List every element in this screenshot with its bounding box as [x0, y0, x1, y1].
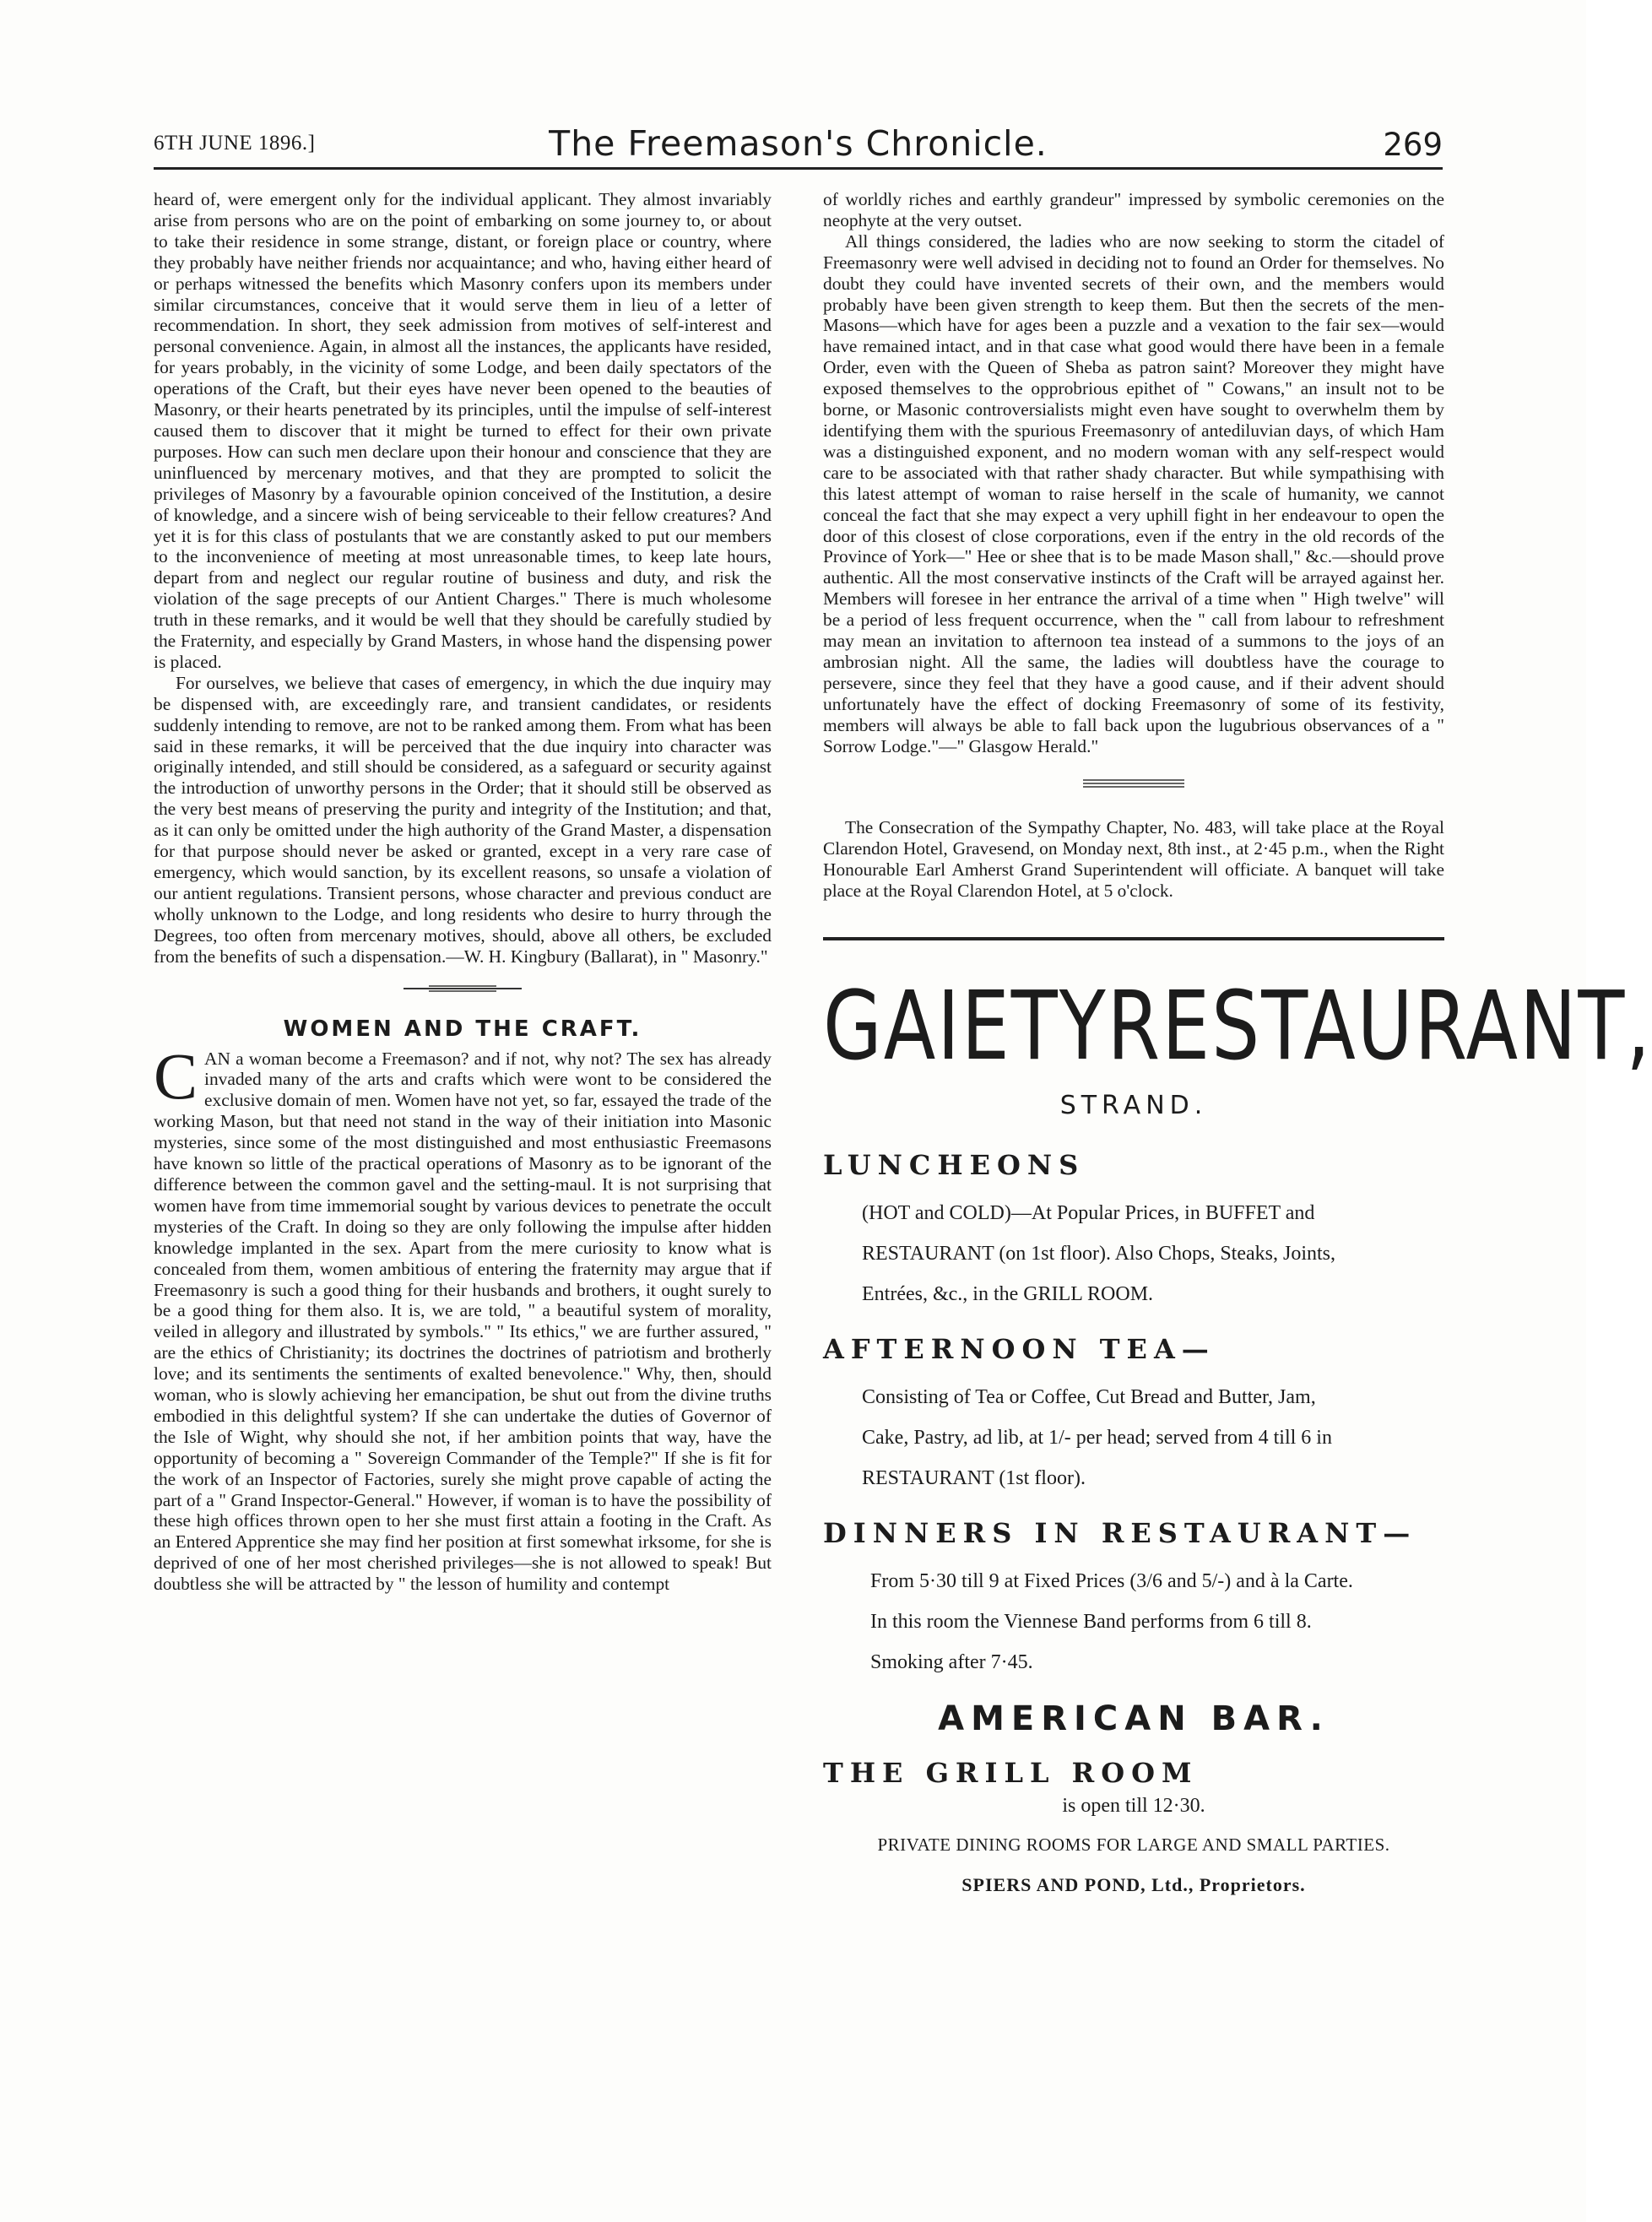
header-rule [154, 167, 1443, 170]
left-column [154, 189, 772, 1595]
article-paragraph: heard of, were emergent only for the individual applicant. They almost invariably arise from persons who are on the point of embarking on some journey to, or about to take their residence in some strange, distant, or foreign place or country, where they probably have neither friends nor acquaintance; and who, having either heard of or perhaps witnessed the benefits which Masonry confers upon its members under similar circumstances, conceive that it would serve them in lieu of a letter of recommendation. In short, they seek admission from motives of self-interest and personal convenience. Again, in almost all the instances, the applicants have resided, for years probably, in the vicinity of some Lodge, and been daily spectators of the operations of the Craft, but their eyes have never been opened to the beauties of Masonry, or their hearts penetrated by its principles, until the impulse of self-interest caused them to discover that it might be turned to effect for their own private purposes. How can such men declare upon their honour and conscience that they are uninfluenced by mercenary motives, and that they are prompted to solicit the privileges of Masonry by a favourable opinion conceived of the Institution, a desire of knowledge, and a sincere wish of being serviceable to their fellow creatures? And yet it is for this class of postulants that we are constantly asked to put our members to the inconvenience of meeting at most unreasonable times, to keep late hours, depart from and neglect our regular routine of business and duty, and risk the violation of the sage precepts of our Antient Charges." There is much wholesome truth in these remarks, and it would be well that they should be carefully studied by the Fraternity, and especially by Grand Masters, in whose hand the dispensing power is placed. [154, 189, 772, 672]
ad-title [823, 971, 1652, 1087]
american-bar: AMERICAN BAR. [938, 1699, 1330, 1739]
ad-line: Entrées, &c., in the GRILL ROOM. [862, 1283, 1154, 1306]
article-paragraph: All things considered, the ladies who are now seeking to storm the citadel of Freemasonry were well advised in deciding not to found an Order for themselves. No doubt they could have invented secrets of their own, and the members would probably have been given strength to keep them. But then the secrets of the men-Masons—which have for ages been a puzzle and a vexation to the fair sex—would have remained intact, and in that case what good would there have been in a female Order, even with the Queen of Sheba as patron saint? Moreover they might have exposed themselves to the opprobrious epithet of " Cowans," an insult not to be borne, or Masonic controversialists might even have sought to overwhelm them by identifying them with the spurious Freemasonry of antediluvian days, of which Ham was a distinguished exponent, and no modern woman with any self-respect would care to be associated with that rather shady character. But while sympathising with this latest attempt of woman to raise herself in the scale of humanity, we cannot conceal the fact that she may expect a very uphill fight in her endeavour to open the door of this closest of close corporations, even if the entry in the old records of the Province of York—" Hee or shee that is to be made Mason shall," &c.—should prove authentic. All the most conservative instincts of the Craft will be arrayed against her. Members will foresee in her entrance the arrival of a time when " High twelve" will be a period of less frequent occurrence, when the " call from labour to refreshment may mean an invitation to afternoon tea instead of a summons to the joys of an ambrosian night. All the same, the ladies will doubtless have the courage to persevere, since they feel that they have a good cause, and if their advent should unfortunately have the effect of docking Freemasonry of some of its festivity, members will always be able to fall back upon the lugubrious observances of a " Sorrow Lodge."—" Glasgow Herald." [823, 230, 1444, 756]
grill-room-hours: is open till 12·30. [1062, 1795, 1205, 1818]
publication-title: The Freemason's Chronicle. [549, 123, 1048, 164]
proprietors: SPIERS AND POND, Ltd., Proprietors. [961, 1874, 1306, 1896]
private-dining-rooms: PRIVATE DINING ROOMS FOR LARGE AND SMALL PARTIES. [877, 1835, 1390, 1856]
ad-line: Consisting of Tea or Coffee, Cut Bread and Butter, Jam, [862, 1386, 1316, 1409]
article-body [154, 1038, 772, 1596]
consecration-notice: The Consecration of the Sympathy Chapter, No. 483, will take place at the Royal Clarendon Hotel, Gravesend, on Monday next, 8th inst., at 2·45 p.m., when the Right Honourable Earl Amherst Grand Superintendent will officiate. A banquet will take place at the Royal Clarendon Hotel, at 5 o'clock. [823, 817, 1444, 902]
luncheons-section [823, 1149, 1444, 1314]
article-continuation: of worldly riches and earthly grandeur" impressed by symbolic ceremonies on the neophyte at the very outset. [823, 189, 1444, 230]
ad-line: RESTAURANT (on 1st floor). Also Chops, Steaks, Joints, [862, 1243, 1335, 1265]
issue-date: 6TH JUNE 1896.] [154, 132, 316, 154]
dinners-lines [823, 1561, 1444, 1683]
right-column [823, 189, 1652, 1896]
luncheons-heading: LUNCHEONS [823, 1149, 1086, 1182]
afternoon-tea-heading: AFTERNOON TEA— [823, 1333, 1216, 1366]
ad-line: Smoking after 7·45. [870, 1651, 1033, 1674]
advertisement-rule [823, 937, 1444, 940]
ad-line: Cake, Pastry, ad lib, at 1/- per head; served from 4 till 6 in [862, 1427, 1332, 1450]
ad-line: RESTAURANT (1st floor). [862, 1467, 1086, 1490]
grill-room-heading: THE GRILL ROOM [823, 1757, 1199, 1790]
section-divider [1083, 778, 1184, 789]
ad-line: From 5·30 till 9 at Fixed Prices (3/6 and 5/-) and à la Carte. [870, 1570, 1353, 1593]
gaiety-restaurant-advertisement [823, 971, 1652, 1896]
afternoon-tea-lines [823, 1377, 1444, 1498]
running-header [154, 123, 1443, 164]
dinners-section [823, 1517, 1444, 1683]
afternoon-tea-section [823, 1333, 1444, 1498]
article-heading: WOMEN AND THE CRAFT. [283, 1016, 642, 1042]
ad-subtitle: STRAND. [1059, 1091, 1208, 1121]
article-body-text: AN a woman become a Freemason? and if not, why not? The sex has already invaded many of the arts and crafts which were wont to be considered the exclusive domain of men. Women have not yet, so far, essayed the trade of the working Mason, but that need not stand in the way of their initiation into Masonic mysteries, since some of the most distinguished and most enthusiastic Freemasons have known so little of the practical operations of Masonry as to be ignorant of the difference between the common gavel and the setting-maul. It is not surprising that women have from time immemorial sought by various devices to penetrate the occult mysteries of the Craft. In doing so they are only following the impulse after hidden knowledge implanted in the sex. Apart from the mere curiosity to know what is concealed from them, women ambitious of entering the fraternity may argue that if Freemasonry is such a good thing for their husbands and brothers, it ought surely to be a good thing for them also. It is, we are told, " a beautiful system of morality, veiled in allegory and illustrated by symbols." " Its ethics," we are further assured, " are the ethics of Christianity; its doctrines the doctrines of patriotism and brotherly love; and its sentiments the sentiments of exalted benevolence." Why, then, should woman, who is slowly achieving her emancipation, be shut out from the divine truths embodied in this delightful system? If she can undertake the duties of Governor of the Isle of Wight, why should she not, if her ambition points that way, have the opportunity of becoming a " Sovereign Commander of the Temple?" If she is fit for the work of an Inspector of Factories, surely she might prove capable of acting the part of a " Grand Inspector-General." However, if woman is to have the possibility of these high offices thrown open to her she must first attain a footing in the Craft. As an Entered Apprentice she may find her position at first somewhat irksome, for she is deprived of one of her most cherished privileges—she is not allowed to speak! But doubtless she will be attracted by " the lesson of humility and contempt [154, 1048, 772, 1595]
ad-title-right: RESTAURANT, [1107, 971, 1652, 1082]
ad-line: In this room the Viennese Band performs from 6 till 8. [870, 1611, 1312, 1634]
section-divider [395, 984, 530, 993]
page-number: 269 [1383, 127, 1443, 163]
article-paragraph: For ourselves, we believe that cases of emergency, in which the due inquiry may be dispensed with, are exceedingly rare, and transient candidates, or residents suddenly intending to remove, are not to be ranked among them. From what has been said in these remarks, it will be perceived that the due inquiry into character was originally intended, and still should be considered, as a safeguard or security against the introduction of unworthy persons in the Order; that it should still be observed as the very best means of preserving the purity and integrity of the Institution; and that, as it can only be omitted under the high authority of the Grand Master, a dispensation for that purpose should never be asked or granted, except in a very rare case of emergency, which would sanction, by its excellent reasons, so unsafe a violation of our antient regulations. Transient persons, whose character and previous conduct are wholly unknown to the Lodge, and long residents who desire to hurry through the Degrees, too often from mercenary motives, should, above all others, be excluded from the benefits of such a dispensation.—W. H. Kingbury (Ballarat), in " Masonry." [154, 672, 772, 967]
dinners-heading: DINNERS IN RESTAURANT— [823, 1517, 1417, 1550]
drop-cap: C [154, 1038, 198, 1113]
ad-title-left: GAIETY [823, 971, 1108, 1082]
luncheons-lines [823, 1193, 1444, 1314]
ad-line: (HOT and COLD)—At Popular Prices, in BUFFET and [862, 1202, 1315, 1225]
